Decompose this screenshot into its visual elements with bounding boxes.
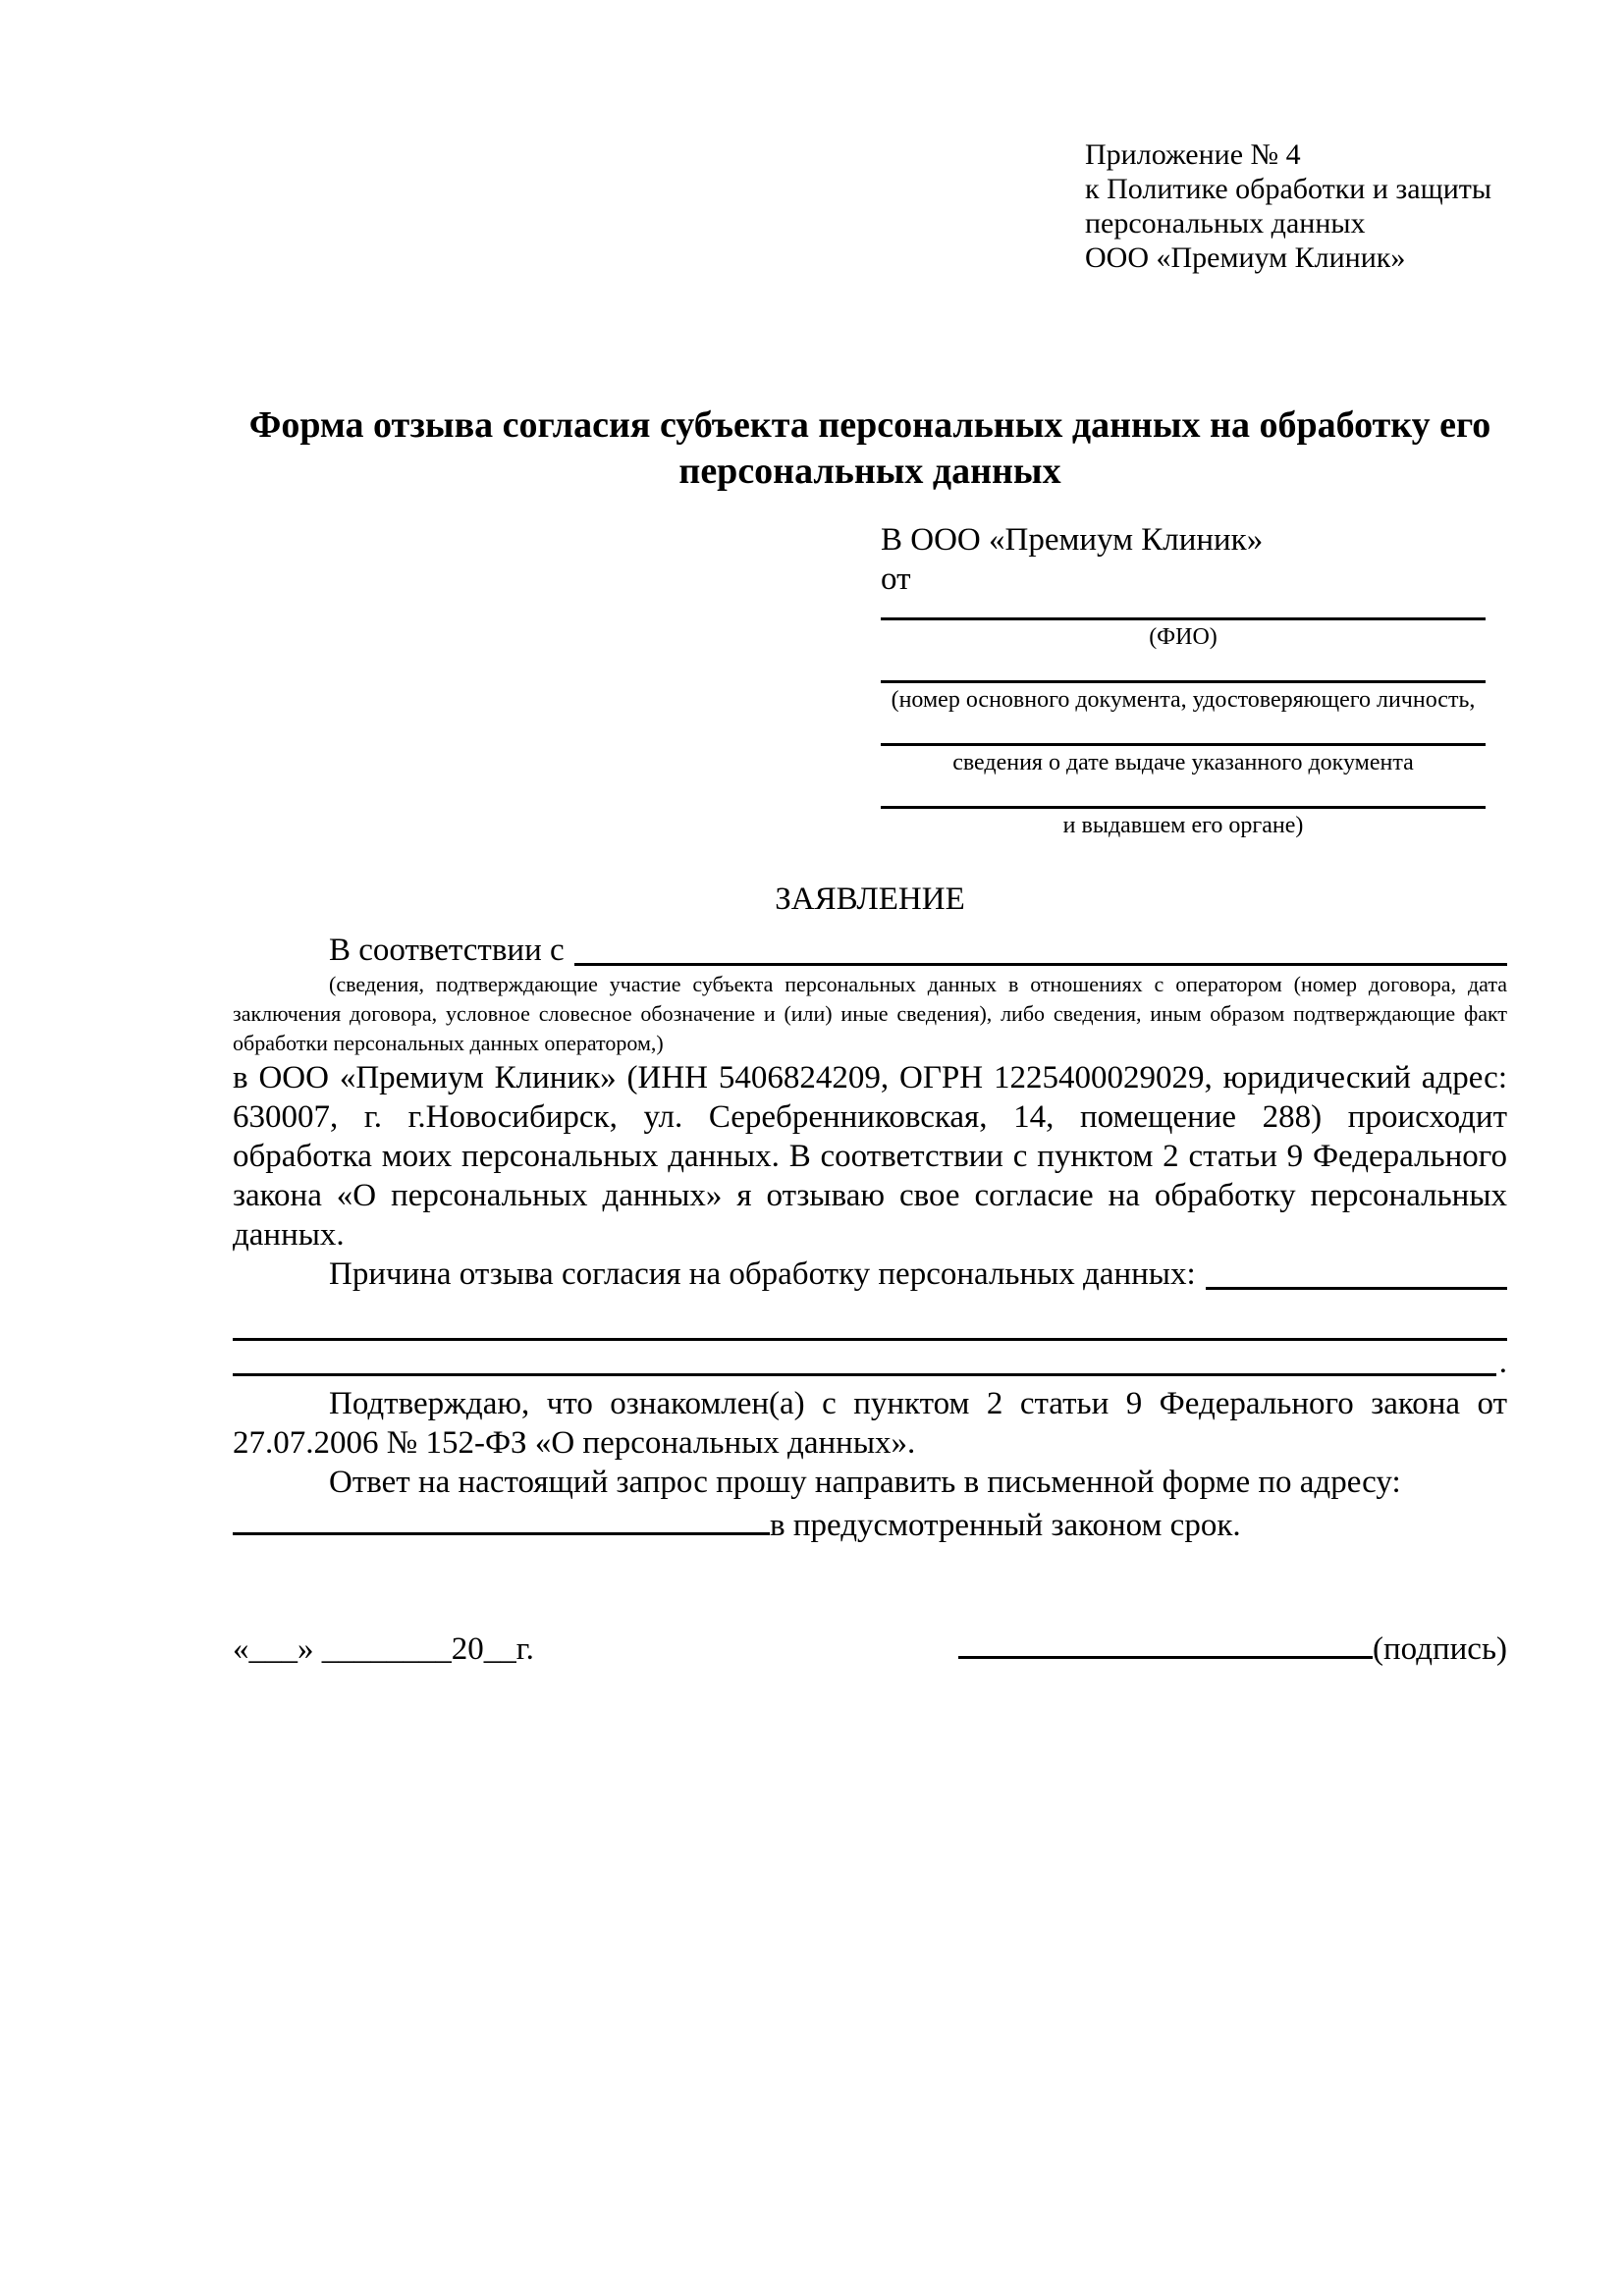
reply-address-row (233, 1502, 1507, 1545)
fio-caption: (ФИО) (1149, 624, 1218, 650)
reason-row (233, 1255, 1507, 1294)
appendix-line: к Политике обработки и защиты (1085, 173, 1492, 205)
intro-row (233, 931, 1507, 970)
line-terminator-period: . (1498, 1345, 1507, 1380)
appendix-block (1085, 137, 1507, 275)
addressee-org: В ООО «Премиум Клиник» (881, 522, 1264, 558)
reply-request-suffix: в предусмотренный законом срок. (770, 1508, 1241, 1543)
document-title: Форма отзыва согласия субъекта персональных данных на обработку его персональных данных (248, 404, 1491, 492)
reason-label: Причина отзыва согласия на обработку персональных данных: (329, 1256, 1196, 1292)
reply-address-blank-line (233, 1502, 770, 1535)
reply-request-paragraph: Ответ на настоящий запрос прошу направить в письменной форме по адресу: (329, 1465, 1401, 1500)
intro-blank-line (574, 931, 1507, 966)
date-line: «___» ________20__г. (233, 1631, 534, 1667)
doc-issue-date-caption: сведения о дате выдаче указанного документа (952, 750, 1414, 775)
doc-number-caption: (номер основного документа, удостоверяющего личность, (891, 687, 1476, 713)
fio-blank-line (881, 599, 1486, 620)
signature-area (958, 1626, 1507, 1669)
appendix-line: персональных данных (1085, 207, 1366, 240)
addressee-block (881, 520, 1486, 840)
confirmation-paragraph: Подтверждаю, что ознакомлен(а) с пунктом 2 статьи 9 Федерального закона от 27.07.2006 № 152-ФЗ «О персональных данных». (233, 1386, 1507, 1461)
doc-issuer-caption: и выдавшем его органе) (1062, 813, 1304, 838)
footer-row (233, 1626, 1507, 1669)
statement-heading: ЗАЯВЛЕНИЕ (775, 881, 965, 917)
signature-blank-line (958, 1626, 1373, 1659)
doc-issue-date-blank-line (881, 715, 1486, 746)
addressee-from-label: от (881, 561, 911, 597)
reason-blank-line-3 (233, 1341, 1496, 1376)
appendix-line: Приложение № 4 (1085, 138, 1301, 171)
reason-blank-line-2 (233, 1294, 1507, 1341)
doc-number-blank-line (881, 652, 1486, 683)
doc-issuer-blank-line (881, 777, 1486, 809)
intro-lead: В соответствии с (329, 933, 565, 968)
appendix-line: ООО «Премиум Клиник» (1085, 241, 1406, 274)
statement-body: в ООО «Премиум Клиник» (ИНН 5406824209, ОГРН 1225400029029, юридический адрес: 630007, г. г.Новосибирск, ул. Серебренниковская, 14, помещение 288) происходит обработка моих персональных данных. В соответствии с пунктом 2 статьи 9 Федерального закона «О персональных данных» я отзываю свое согласие на обработку персональных данных. (233, 1060, 1507, 1253)
reason-blank-line (1206, 1255, 1507, 1290)
fine-print-note: (сведения, подтверждающие участие субъекта персональных данных в отношениях с оператором (номер договора, дата заключения договора, условное словесное обозначение и (или) иные сведения), либо сведения, иным образом подтверждающие факт обработки персональных данных оператором,) (233, 972, 1507, 1055)
reason-blank-line-3-row (233, 1341, 1507, 1380)
signature-caption: (подпись) (1373, 1631, 1507, 1667)
